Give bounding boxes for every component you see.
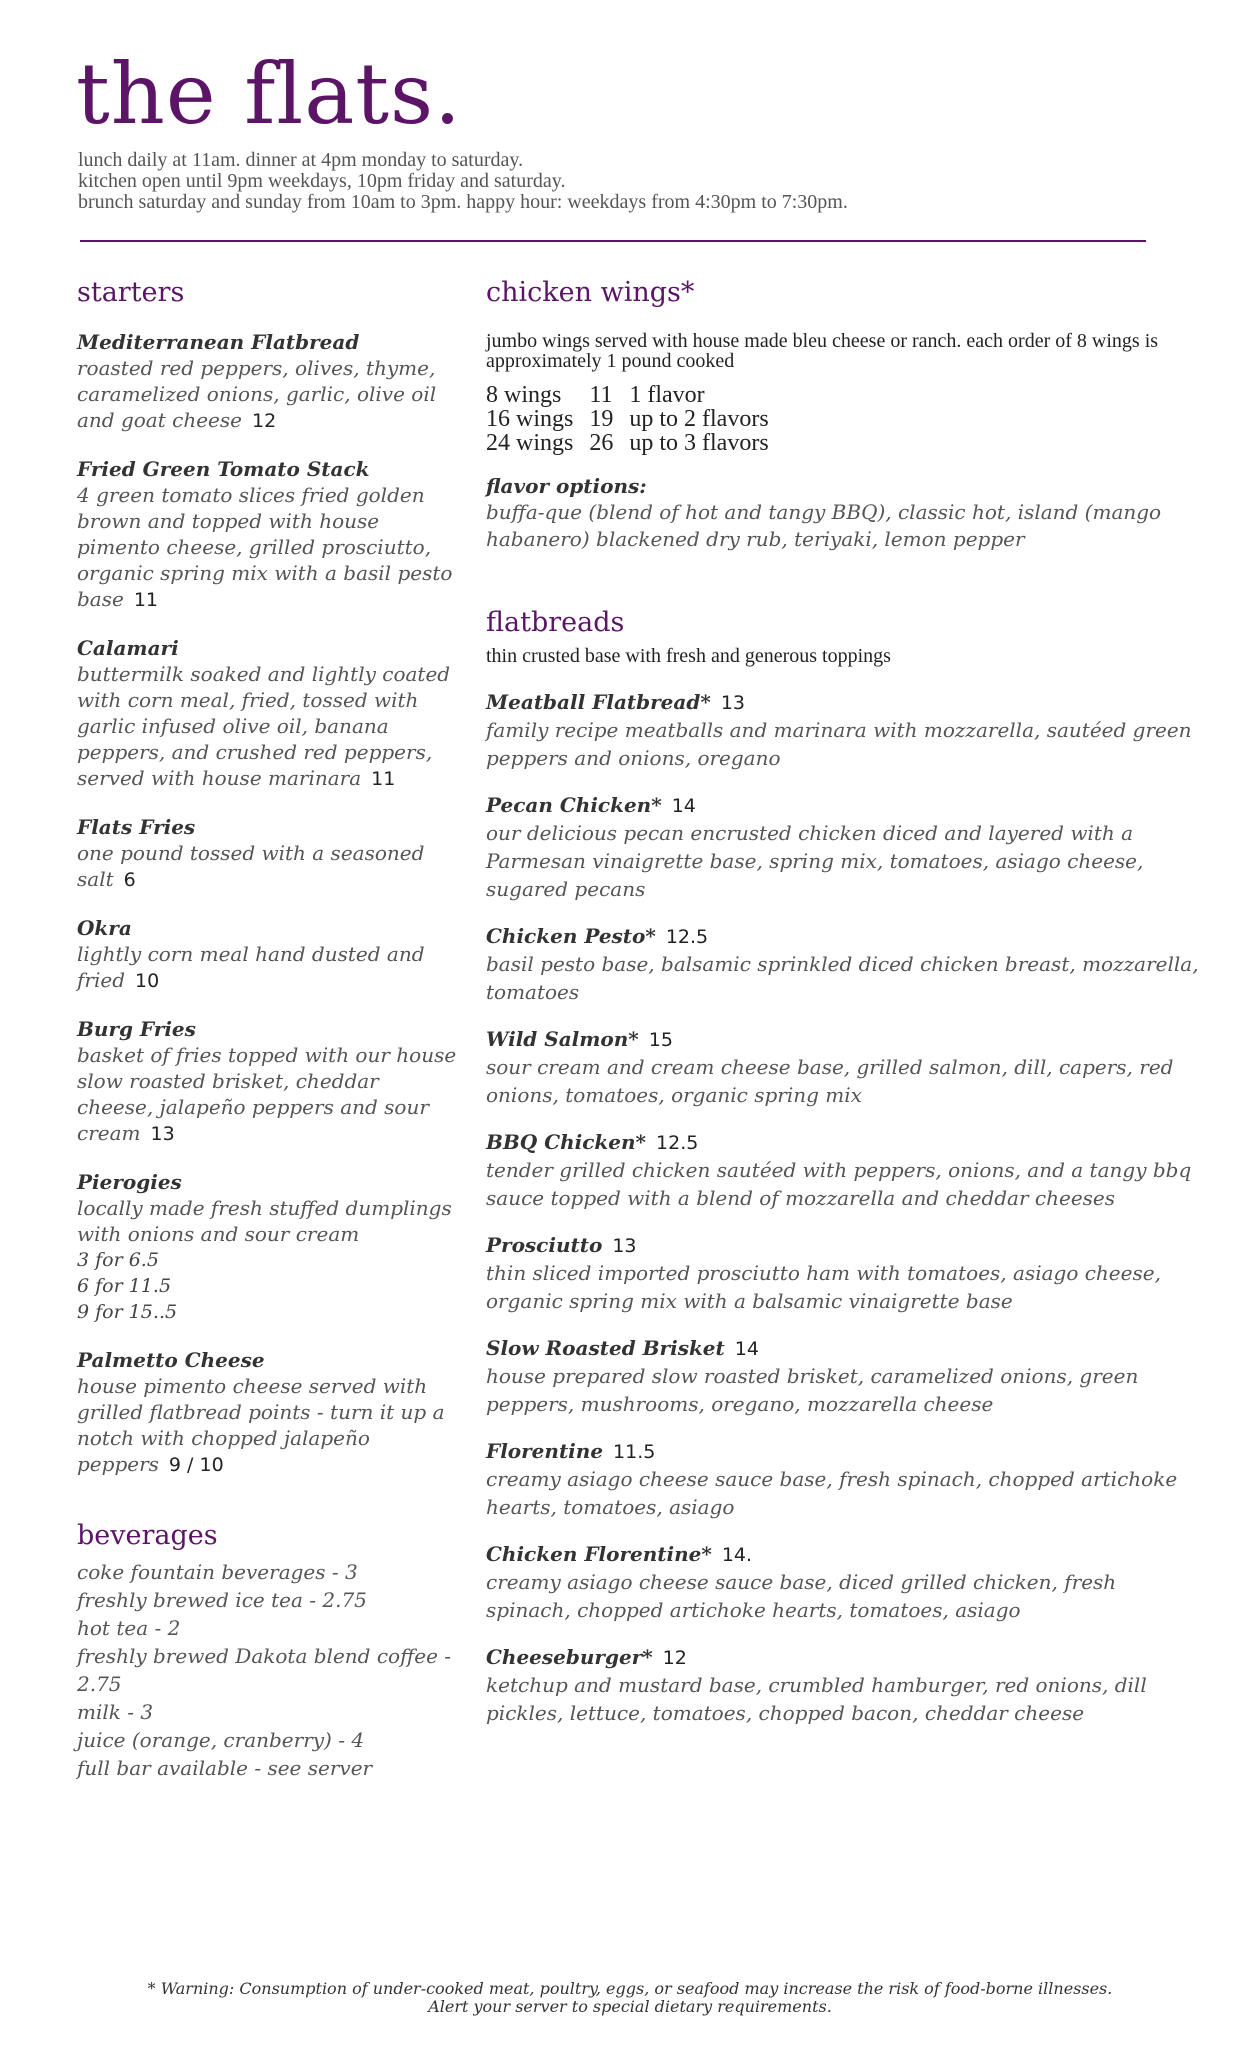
item-price: 13 xyxy=(612,1235,637,1257)
item-description: basil pesto base, balsamic sprinkled diced chicken breast, mozzarella, tomatoes xyxy=(486,952,1199,1004)
item-option: 6 for 11.5 xyxy=(77,1275,172,1297)
item-name: Chicken Pesto* xyxy=(486,924,656,948)
item-price: 11 xyxy=(371,768,396,790)
item-price: 13 xyxy=(150,1123,175,1145)
flatbread-item xyxy=(486,1129,1206,1212)
wings-flavors: 1 flavor xyxy=(629,382,705,408)
item-description: 4 green tomato slices fried golden brown and topped with house pimento cheese, grilled prosciutto, organic spring mix with a basil pesto base xyxy=(77,483,453,611)
item-description: sour cream and cream cheese base, grilled salmon, dill, capers, red onions, tomatoes, organic spring mix xyxy=(486,1055,1174,1107)
beverages-title: beverages xyxy=(77,1520,218,1551)
item-name: Meatball Flatbread* xyxy=(486,690,711,714)
item-price: 12.5 xyxy=(665,926,709,948)
item-name: Florentine xyxy=(486,1439,604,1463)
item-price: 12.5 xyxy=(656,1132,699,1154)
item-price: 14. xyxy=(721,1544,753,1566)
beverage-item: milk - 3 xyxy=(77,1700,154,1724)
flatbread-item xyxy=(486,1026,1206,1109)
wings-price-table xyxy=(486,383,785,455)
item-price: 12 xyxy=(662,1647,687,1669)
header-divider xyxy=(80,240,1146,242)
item-description: creamy asiago cheese sauce base, diced grilled chicken, fresh spinach, chopped artichoke hearts, tomatoes, asiago xyxy=(486,1570,1117,1622)
beverage-item: full bar available - see server xyxy=(77,1756,373,1780)
flatbread-item xyxy=(486,1438,1206,1521)
item-name: BBQ Chicken* xyxy=(486,1130,647,1154)
item-price: 10 xyxy=(135,970,160,992)
item-description: lightly corn meal hand dusted and fried xyxy=(77,942,425,992)
flatbread-item xyxy=(486,689,1206,772)
flatbreads-description: thin crusted base with fresh and generous toppings xyxy=(486,645,891,667)
flatbread-item xyxy=(486,923,1206,1006)
wings-price: 11 xyxy=(589,382,613,408)
wings-qty: 16 wings xyxy=(486,406,574,432)
starter-item xyxy=(77,329,457,434)
item-description: tender grilled chicken sautéed with peppers, onions, and a tangy bbq sauce topped with a blend of mozzarella and cheddar cheeses xyxy=(486,1158,1192,1210)
flatbread-item xyxy=(486,792,1206,903)
item-name: Chicken Florentine* xyxy=(486,1542,712,1566)
item-description: roasted red peppers, olives, thyme, caramelized onions, garlic, olive oil and goat cheese xyxy=(77,356,437,432)
beverage-item: coke fountain beverages - 3 xyxy=(77,1560,358,1584)
item-price: 14 xyxy=(671,795,696,817)
wings-qty: 8 wings xyxy=(486,382,562,408)
item-price: 9 / 10 xyxy=(168,1454,224,1476)
beverage-item: freshly brewed ice tea - 2.75 xyxy=(77,1588,367,1612)
item-description: thin sliced imported prosciutto ham with tomatoes, asiago cheese, organic spring mix with a balsamic vinaigrette base xyxy=(486,1261,1161,1313)
item-name: Flats Fries xyxy=(77,815,196,839)
wings-row xyxy=(486,383,785,407)
wings-flavors: up to 3 flavors xyxy=(629,430,769,456)
item-price: 14 xyxy=(734,1338,759,1360)
item-description: house prepared slow roasted brisket, caramelized onions, green peppers, mushrooms, oregano, mozzarella cheese xyxy=(486,1364,1139,1416)
item-name: Burg Fries xyxy=(77,1017,196,1041)
item-price: 13 xyxy=(720,692,745,714)
wings-flavors: up to 2 flavors xyxy=(629,406,769,432)
flavor-options-title: flavor options: xyxy=(486,474,647,498)
item-name: Pierogies xyxy=(77,1170,182,1194)
wings-row xyxy=(486,431,785,455)
wings-title: chicken wings* xyxy=(486,277,695,308)
starter-item xyxy=(77,635,457,792)
item-description: house pimento cheese served with grilled flatbread points - turn it up a notch with chopped jalapeño peppers xyxy=(77,1374,445,1476)
item-description: family recipe meatballs and marinara with mozzarella, sautéed green peppers and onions, oregano xyxy=(486,718,1192,770)
item-description: locally made fresh stuffed dumplings with onions and sour cream xyxy=(77,1196,452,1246)
item-price: 6 xyxy=(123,869,136,891)
starter-item xyxy=(77,456,457,613)
item-name: Palmetto Cheese xyxy=(77,1348,265,1372)
flatbread-item xyxy=(486,1644,1206,1727)
footer-warning: * Warning: Consumption of under-cooked meat, poultry, eggs, or seafood may increase the risk of food-borne illnesses. Alert your server to special dietary requirements. xyxy=(147,1979,1113,2016)
item-description: basket of fries topped with our house slow roasted brisket, cheddar cheese, jalapeño peppers and sour cream xyxy=(77,1043,457,1145)
item-description: ketchup and mustard base, crumbled hamburger, red onions, dill pickles, lettuce, tomatoes, chopped bacon, cheddar cheese xyxy=(486,1673,1147,1725)
item-name: Mediterranean Flatbread xyxy=(77,330,360,354)
starter-item xyxy=(77,915,457,994)
wings-description: jumbo wings served with house made bleu cheese or ranch. each order of 8 wings is approximately 1 pound cooked xyxy=(486,330,1159,372)
wings-row xyxy=(486,407,785,431)
starter-item xyxy=(77,1016,457,1147)
item-name: Prosciutto xyxy=(486,1233,603,1257)
beverage-item: hot tea - 2 xyxy=(77,1616,181,1640)
item-name: Slow Roasted Brisket xyxy=(486,1336,725,1360)
item-price: 15 xyxy=(648,1029,673,1051)
flatbread-item xyxy=(486,1541,1206,1624)
item-description: buttermilk soaked and lightly coated with corn meal, fried, tossed with garlic infused olive oil, banana peppers, and crushed red peppers, served with house marinara xyxy=(77,662,451,790)
item-name: Cheeseburger* xyxy=(486,1645,653,1669)
restaurant-title: the flats. xyxy=(76,45,462,143)
beverage-item: freshly brewed Dakota blend coffee - 2.75 xyxy=(77,1644,452,1696)
item-option: 3 for 6.5 xyxy=(77,1249,159,1271)
hours-info xyxy=(78,150,1178,213)
beverages-list xyxy=(77,1558,457,1782)
item-name: Okra xyxy=(77,916,132,940)
flatbreads-title: flatbreads xyxy=(486,607,625,638)
item-price: 11 xyxy=(133,589,159,611)
flatbread-item xyxy=(486,1232,1206,1315)
starter-item xyxy=(77,1169,457,1325)
left-column xyxy=(77,275,457,1782)
hours-line: kitchen open until 9pm weekdays, 10pm friday and saturday. xyxy=(78,170,566,192)
item-description: our delicious pecan encrusted chicken diced and layered with a Parmesan vinaigrette base, spring mix, tomatoes, asiago cheese, sugared pecans xyxy=(486,821,1144,901)
flatbread-item xyxy=(486,1335,1206,1418)
item-option: 9 for 15..5 xyxy=(77,1301,178,1323)
item-name: Wild Salmon* xyxy=(486,1027,639,1051)
item-name: Fried Green Tomato Stack xyxy=(77,457,370,481)
item-description: one pound tossed with a seasoned salt xyxy=(77,841,425,891)
beverage-item: juice (orange, cranberry) - 4 xyxy=(77,1728,365,1752)
item-price: 11.5 xyxy=(613,1441,656,1463)
item-description: creamy asiago cheese sauce base, fresh spinach, chopped artichoke hearts, tomatoes, asiago xyxy=(486,1467,1178,1519)
wings-qty: 24 wings xyxy=(486,430,574,456)
right-column xyxy=(486,275,1206,1747)
flavor-options-list: buffa-que (blend of hot and tangy BBQ), classic hot, island (mango habanero) blackened dry rub, teriyaki, lemon pepper xyxy=(486,500,1162,551)
wings-price: 26 xyxy=(589,430,614,456)
item-price: 12 xyxy=(251,410,277,432)
item-name: Calamari xyxy=(77,636,179,660)
hours-line: brunch saturday and sunday from 10am to 3pm. happy hour: weekdays from 4:30pm to 7:30pm. xyxy=(78,191,848,213)
starter-item xyxy=(77,814,457,893)
starter-item xyxy=(77,1347,457,1478)
starters-title: starters xyxy=(77,277,185,308)
hours-line: lunch daily at 11am. dinner at 4pm monday to saturday. xyxy=(78,149,524,171)
wings-price: 19 xyxy=(589,406,614,432)
item-name: Pecan Chicken* xyxy=(486,793,662,817)
